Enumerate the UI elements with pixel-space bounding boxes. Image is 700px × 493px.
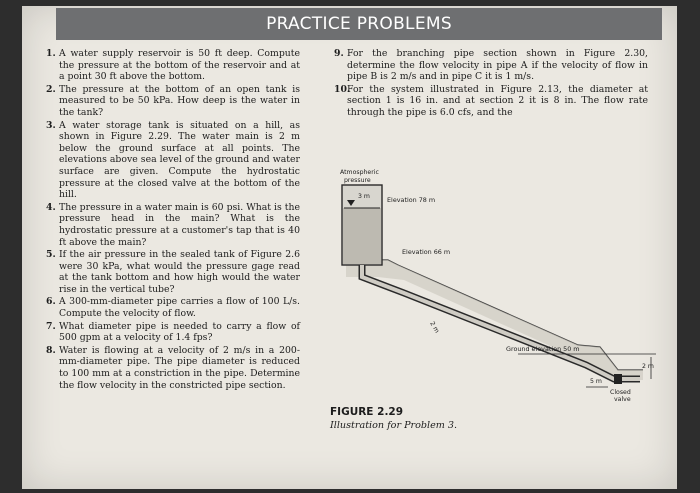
problem-text: What diameter pipe is needed to carry a flow of 500 gpm at a velocity of 1.4 fps? bbox=[59, 320, 300, 344]
elev-top-label: Elevation 78 m bbox=[387, 196, 436, 204]
figure-caption-subtitle: Illustration for Problem 3. bbox=[330, 420, 458, 431]
problem-number: 2. bbox=[46, 83, 56, 95]
problem-text: For the system illustrated in Figure 2.13, the diameter at section 1 is 16 in. and at section 2 it is 8 in. The flow rate through the pipe is 6.0 cfs, and the bbox=[347, 83, 648, 118]
bottom-depth-label: 2 m bbox=[642, 363, 654, 370]
depth-label: 3 m bbox=[358, 193, 370, 200]
problem-item bbox=[46, 321, 300, 344]
atm-label-2: pressure bbox=[344, 177, 371, 184]
problem-text: A water storage tank is situated on a hill, as shown in Figure 2.29. The water main is 2 m below the ground surface at all points. The elevations above sea level of the ground and water surface are given. Compute the hydrostatic pressure at the closed valve at the bottom of the hill. bbox=[59, 119, 300, 201]
dist-label: 5 m bbox=[590, 378, 602, 385]
problem-item bbox=[46, 48, 300, 83]
soil-hatch bbox=[346, 260, 643, 380]
problems-right-column bbox=[334, 48, 648, 120]
closed-valve bbox=[614, 374, 622, 384]
problem-number: 9. bbox=[334, 48, 344, 59]
figure-caption-title: FIGURE 2.29 bbox=[330, 406, 404, 418]
atm-label-1: Atmospheric bbox=[340, 169, 379, 176]
problem-item bbox=[334, 84, 648, 119]
problem-number: 6. bbox=[46, 296, 56, 308]
valve-label-2: valve bbox=[614, 396, 631, 403]
tank-water bbox=[343, 208, 381, 264]
problem-text: The pressure in a water main is 60 psi. What is the pressure head in the main? What is the hydrostatic pressure at a customer's tap that is 40 ft above the main? bbox=[59, 201, 300, 248]
problem-text: The pressure at the bottom of an open tank is measured to be 50 kPa. How deep is the water in the tank? bbox=[59, 83, 300, 118]
problem-text: Water is flowing at a velocity of 2 m/s in a 200-mm-diameter pipe. The pipe diameter is reduced to 100 mm at a constriction in the pipe. Determine the flow velocity in the constricted pipe section. bbox=[59, 344, 300, 391]
problem-text: If the air pressure in the sealed tank of Figure 2.6 were 30 kPa, what would the pressure gage read at the tank bottom and how high would the water rise in the vertical tube? bbox=[59, 249, 300, 295]
problem-item bbox=[46, 120, 300, 201]
problem-number: 7. bbox=[46, 320, 56, 332]
problem-number: 10. bbox=[334, 83, 351, 95]
figure-2-29 bbox=[318, 165, 658, 420]
problem-text: A water supply reservoir is 50 ft deep. Compute the pressure at the bottom of the reservoir and at a point 30 ft above the bottom. bbox=[59, 48, 300, 83]
problem-number: 5. bbox=[46, 249, 56, 261]
problem-item bbox=[46, 84, 300, 119]
problem-item bbox=[46, 345, 300, 391]
problem-number: 1. bbox=[46, 48, 56, 59]
elev-ground-label: Elevation 66 m bbox=[402, 248, 451, 256]
page-title: PRACTICE PROBLEMS bbox=[56, 8, 662, 40]
problem-number: 3. bbox=[46, 119, 56, 131]
problem-text: For the branching pipe section shown in Figure 2.30, determine the flow velocity in pipe A if the velocity of flow in pipe B is 2 m/s and in pipe C it is 1 m/s. bbox=[347, 48, 648, 83]
problem-number: 8. bbox=[46, 344, 56, 356]
problem-text: A 300-mm-diameter pipe carries a flow of 100 L/s. Compute the velocity of flow. bbox=[59, 296, 300, 320]
problem-item bbox=[334, 48, 648, 83]
ground-bottom-label: Ground elevation 50 m bbox=[506, 345, 580, 353]
problem-number: 4. bbox=[46, 201, 56, 213]
pipe-depth-label: 2 m bbox=[428, 320, 441, 335]
problem-item bbox=[46, 249, 300, 295]
problem-item bbox=[46, 296, 300, 319]
valve-label-1: Closed bbox=[610, 389, 631, 396]
problems-left-column bbox=[46, 48, 300, 392]
problem-item bbox=[46, 202, 300, 248]
